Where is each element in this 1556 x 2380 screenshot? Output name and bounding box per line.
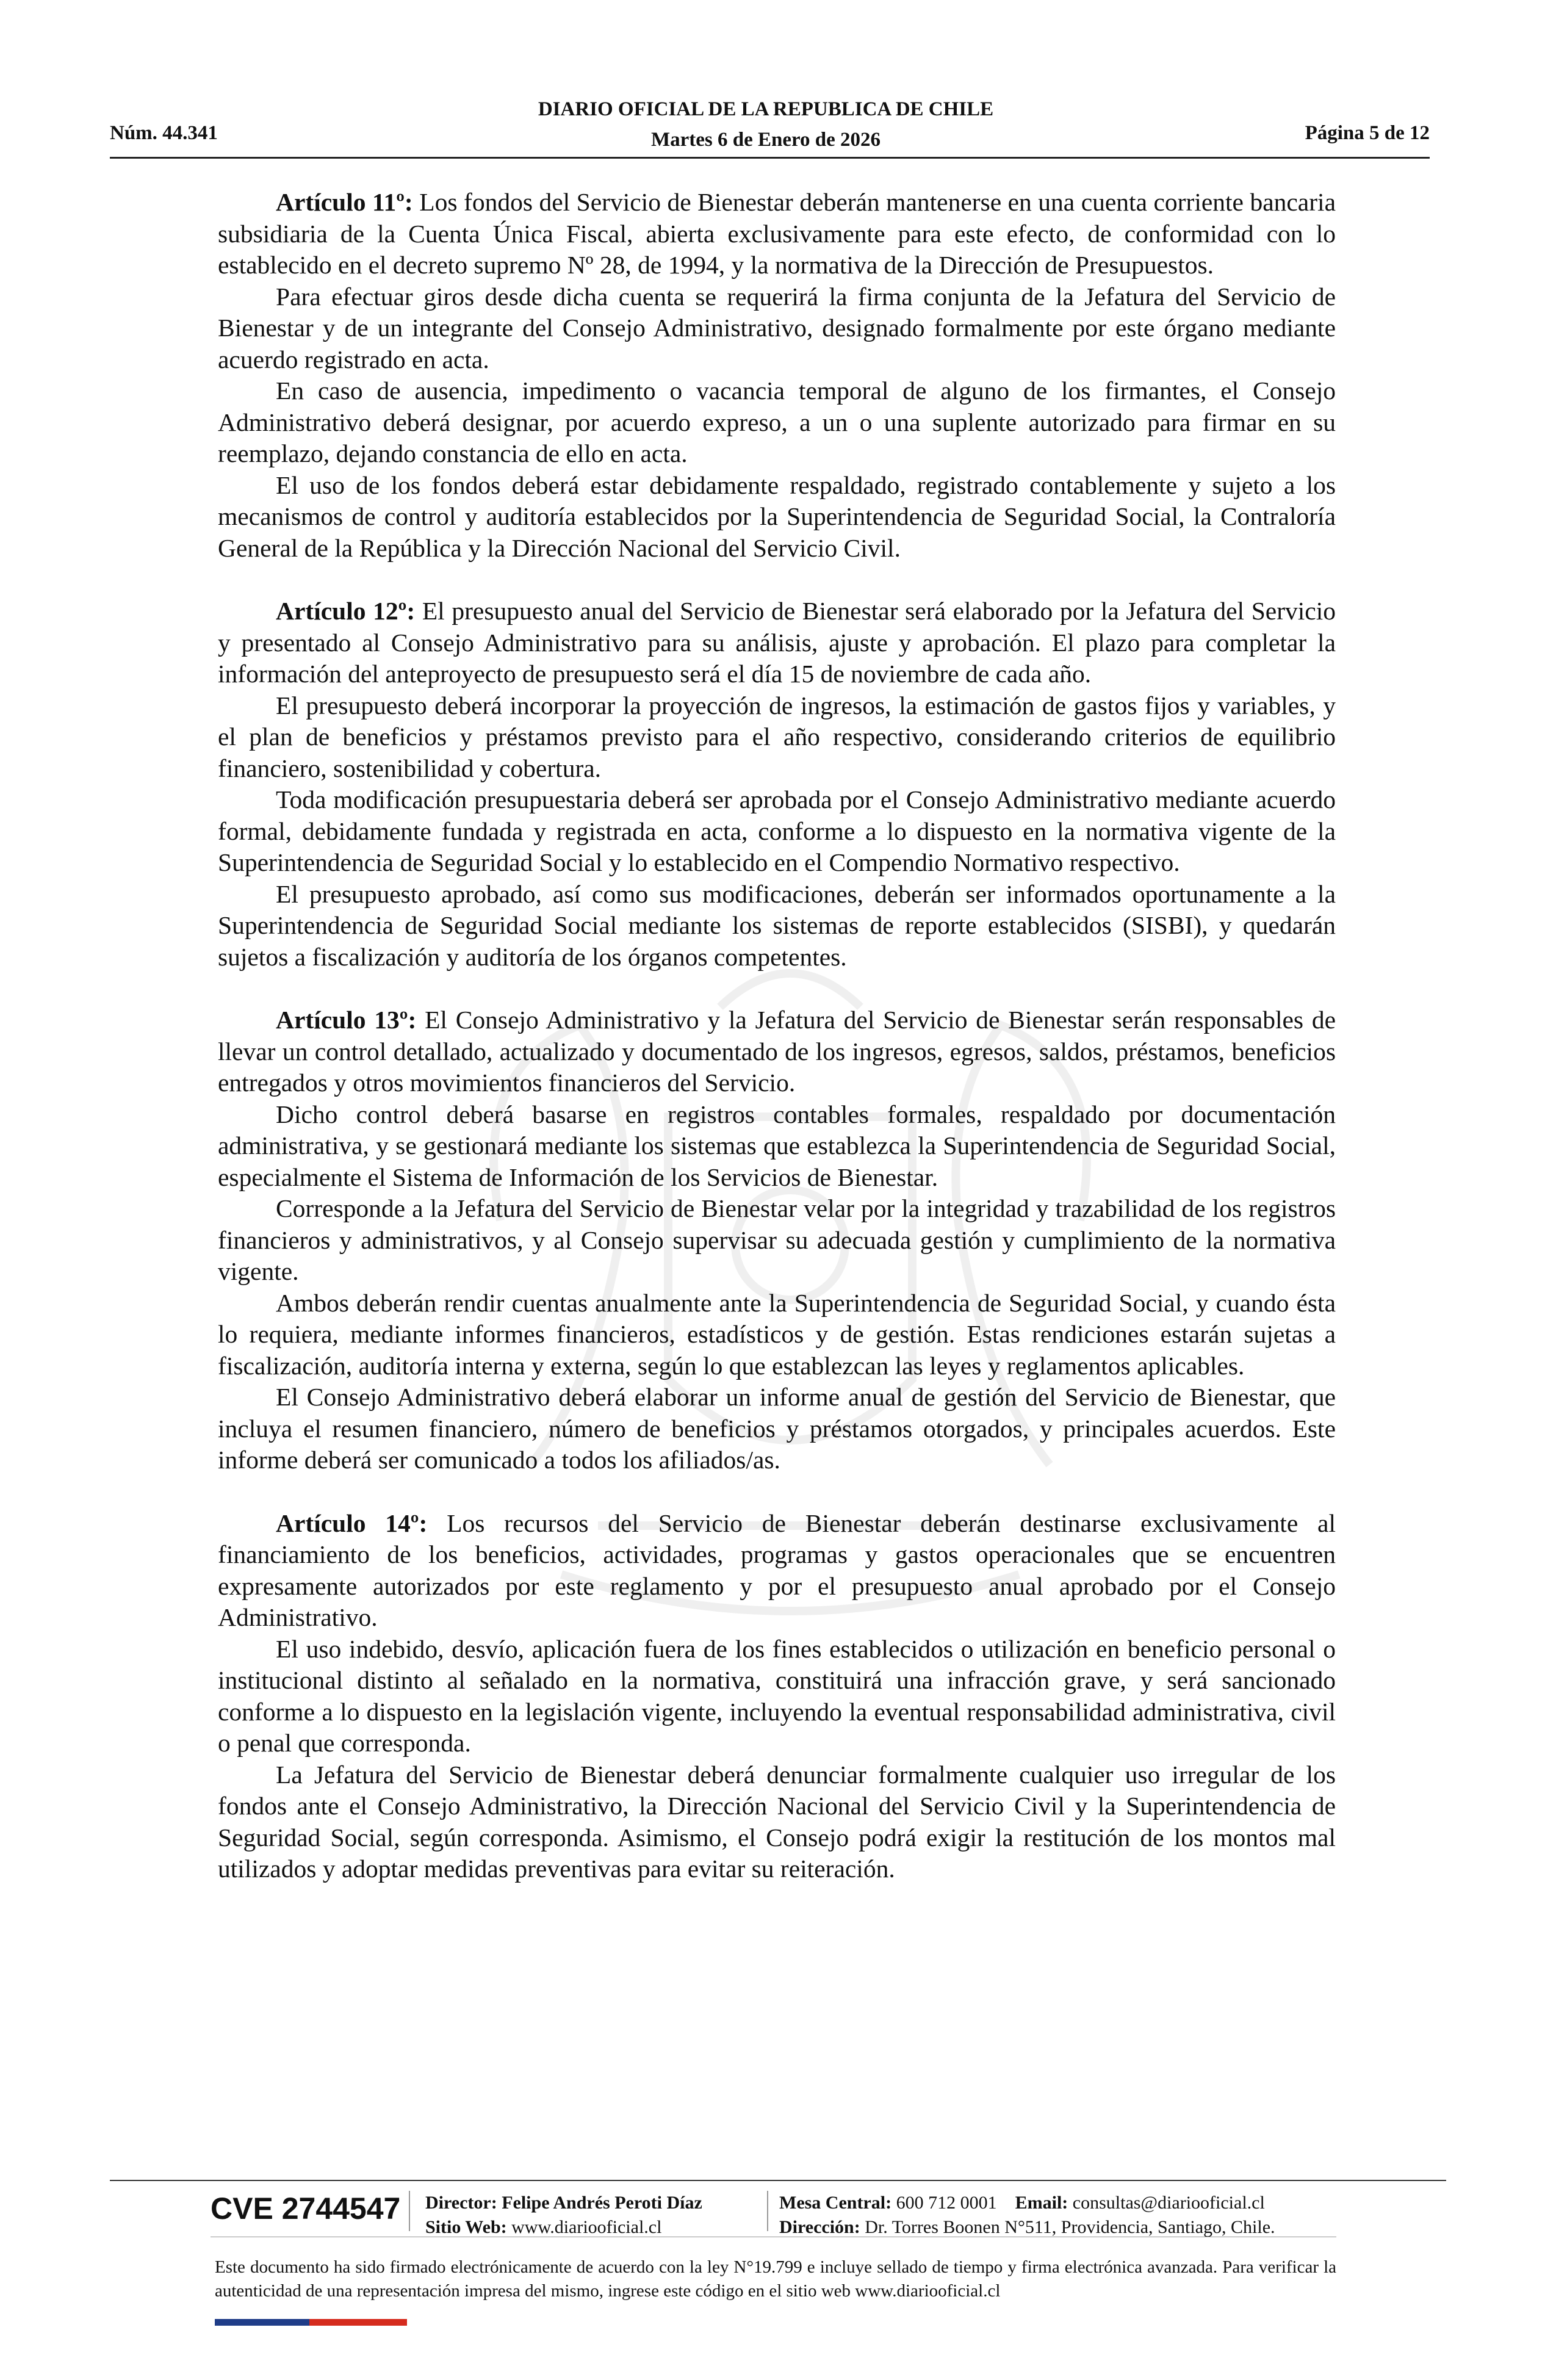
article-heading: Artículo 11º:	[276, 188, 413, 216]
article-paragraph: Para efectuar giros desde dicha cuenta se requerirá la firma conjunta de la Jefatura del Servicio de Bienestar y de un integrante del Consejo Administrativo, designado formalmente por este órgano mediante acuerdo registrado en acta.	[218, 282, 1336, 373]
footer-divider	[110, 2180, 1446, 2181]
footer-separator	[409, 2191, 410, 2231]
article-lead: Los fondos del Servicio de Bienestar deberán mantenerse en una cuenta corriente bancaria subsidiaria de la Cuenta Única Fiscal, abierta exclusivamente para este efecto, de conformidad con lo establecido en el decreto supremo Nº 28, de 1994, y la normativa de la Dirección de Presupuestos.	[218, 188, 1336, 279]
article-paragraph: El presupuesto aprobado, así como sus modificaciones, deberán ser informados oportunamente a la Superintendencia de Seguridad Social mediante los sistemas de reporte establecidos (SISBI), y quedarán sujetos a fiscalización y auditoría de los órganos competentes.	[218, 879, 1336, 971]
article-paragraph: El presupuesto deberá incorporar la proyección de ingresos, la estimación de gastos fijos y variables, y el plan de beneficios y préstamos previsto para el año respectivo, considerando criterios de equilibrio financiero, sostenibilidad y cobertura.	[218, 691, 1336, 782]
article-paragraph: El uso indebido, desvío, aplicación fuera de los fines establecidos o utilización en beneficio personal o institucional distinto al señalado en la normativa, constituirá una infracción grave, y será sancionado conforme a lo dispuesto en la legislación vigente, incluyendo la eventual responsabilidad administrativa, civil o penal que corresponda.	[218, 1634, 1336, 1757]
address-text: Dr. Torres Boonen N°511, Providencia, Santiago, Chile.	[865, 2217, 1275, 2237]
site-link[interactable]: www.diariooficial.cl	[511, 2217, 662, 2237]
flag-stripe-blue	[215, 2319, 309, 2326]
article-heading: Artículo 13º:	[276, 1006, 417, 1034]
gazette-header	[0, 94, 1532, 155]
page-indicator: Página 5 de 12	[1305, 122, 1430, 144]
article-lead: El presupuesto anual del Servicio de Bienestar será elaborado por la Jefatura del Servicio y presentado al Consejo Administrativo para su análisis, ajuste y aprobación. El plazo para completar la información del anteproyecto de presupuesto será el día 15 de noviembre de cada año.	[218, 597, 1336, 688]
address-label: Dirección:	[779, 2217, 860, 2237]
article-paragraph: La Jefatura del Servicio de Bienestar deberá denunciar formalmente cualquier uso irregular de los fondos ante el Consejo Administrativo, la Dirección Nacional del Servicio Civil y la Superintendencia de Seguridad Social, según corresponda. Asimismo, el Consejo podrá exigir la restitución de los montos mal utilizados y adoptar medidas preventivas para evitar su reiteración.	[218, 1760, 1336, 1883]
article-14	[218, 1508, 1336, 1634]
article-11	[218, 187, 1336, 281]
article-paragraph: Dicho control deberá basarse en registros contables formales, respaldado por documentación administrativa, y se gestionará mediante los sistemas que establezca la Superintendencia de Seguridad Social, especialmente el Sistema de Información de los Servicios de Bienestar.	[218, 1100, 1336, 1191]
article-13	[218, 1004, 1336, 1099]
issue-number: Núm. 44.341	[110, 122, 218, 144]
article-lead: Los recursos del Servicio de Bienestar deberán destinarse exclusivamente al financiamiento de los beneficios, actividades, programas y gastos operacionales que se encuentren expresamente autorizados por este reglamento y por el presupuesto anual aprobado por el Consejo Administrativo.	[218, 1509, 1336, 1631]
article-paragraph: Corresponde a la Jefatura del Servicio de Bienestar velar por la integridad y trazabilidad de los registros financieros y administrativos, y al Consejo supervisar su adecuada gestión y cumplimiento de la normativa vigente.	[218, 1194, 1336, 1285]
cve-code: CVE 2744547	[211, 2191, 401, 2226]
header-divider	[110, 157, 1430, 159]
director-name: Felipe Andrés Peroti Díaz	[502, 2193, 702, 2213]
footer-director-block	[425, 2191, 702, 2240]
flag-stripe-red	[309, 2319, 407, 2326]
issue-date: Martes 6 de Enero de 2026	[650, 129, 881, 151]
email-link[interactable]: consultas@diariooficial.cl	[1072, 2193, 1265, 2213]
flag-stripe	[215, 2319, 407, 2326]
phone-label: Mesa Central:	[779, 2193, 892, 2213]
article-heading: Artículo 14º:	[276, 1509, 428, 1537]
document-body	[218, 187, 1336, 1885]
article-paragraph: Ambos deberán rendir cuentas anualmente ante la Superintendencia de Seguridad Social, y cuando ésta lo requiera, mediante informes financieros, estadísticos y de gestión. Estas rendiciones estarán sujetas a fiscalización, auditoría interna y externa, según lo que establezcan las leyes y reglamentos aplicables.	[218, 1288, 1336, 1380]
article-lead: El Consejo Administrativo y la Jefatura del Servicio de Bienestar serán responsables de llevar un control detallado, actualizado y documentado de los ingresos, egresos, saldos, préstamos, beneficios entregados y otros movimientos financieros del Servicio.	[218, 1006, 1336, 1097]
article-paragraph: El uso de los fondos deberá estar debidamente respaldado, registrado contablemente y sujeto a los mecanismos de control y auditoría establecidos por la Superintendencia de Seguridad Social, la Contraloría General de la República y la Dirección Nacional del Servicio Civil.	[218, 471, 1336, 562]
gazette-title: DIARIO OFICIAL DE LA REPUBLICA DE CHILE	[538, 98, 994, 120]
email-label: Email:	[1015, 2193, 1068, 2213]
electronic-signature-note: Este documento ha sido firmado electrónicamente de acuerdo con la ley N°19.799 e incluye sellado de tiempo y firma electrónica avanzada. Para verificar la autenticidad de una representación impresa del mismo, ingrese este código en el sitio web www.diariooficial.cl	[215, 2257, 1336, 2301]
article-12	[218, 596, 1336, 690]
article-heading: Artículo 12º:	[276, 597, 416, 625]
director-label: Director:	[425, 2193, 497, 2213]
article-paragraph: El Consejo Administrativo deberá elaborar un informe anual de gestión del Servicio de Bienestar, que incluya el resumen financiero, número de beneficios y préstamos otorgados, y principales acuerdos. Este informe deberá ser comunicado a todos los afiliados/as.	[218, 1383, 1336, 1474]
site-label: Sitio Web:	[425, 2217, 507, 2237]
footer-contact-block	[779, 2191, 1275, 2240]
footer-separator	[767, 2191, 768, 2231]
article-paragraph: En caso de ausencia, impedimento o vacancia temporal de alguno de los firmantes, el Consejo Administrativo deberá designar, por acuerdo expreso, a un o una suplente autorizado para firmar en su reemplazo, dejando constancia de ello en acta.	[218, 377, 1336, 467]
phone-number: 600 712 0001	[896, 2193, 997, 2213]
article-paragraph: Toda modificación presupuestaria deberá ser aprobada por el Consejo Administrativo mediante acuerdo formal, debidamente fundada y registrada en acta, conforme a lo dispuesto en la normativa vigente de la Superintendencia de Seguridad Social y lo establecido en el Compendio Normativo respectivo.	[218, 785, 1336, 876]
